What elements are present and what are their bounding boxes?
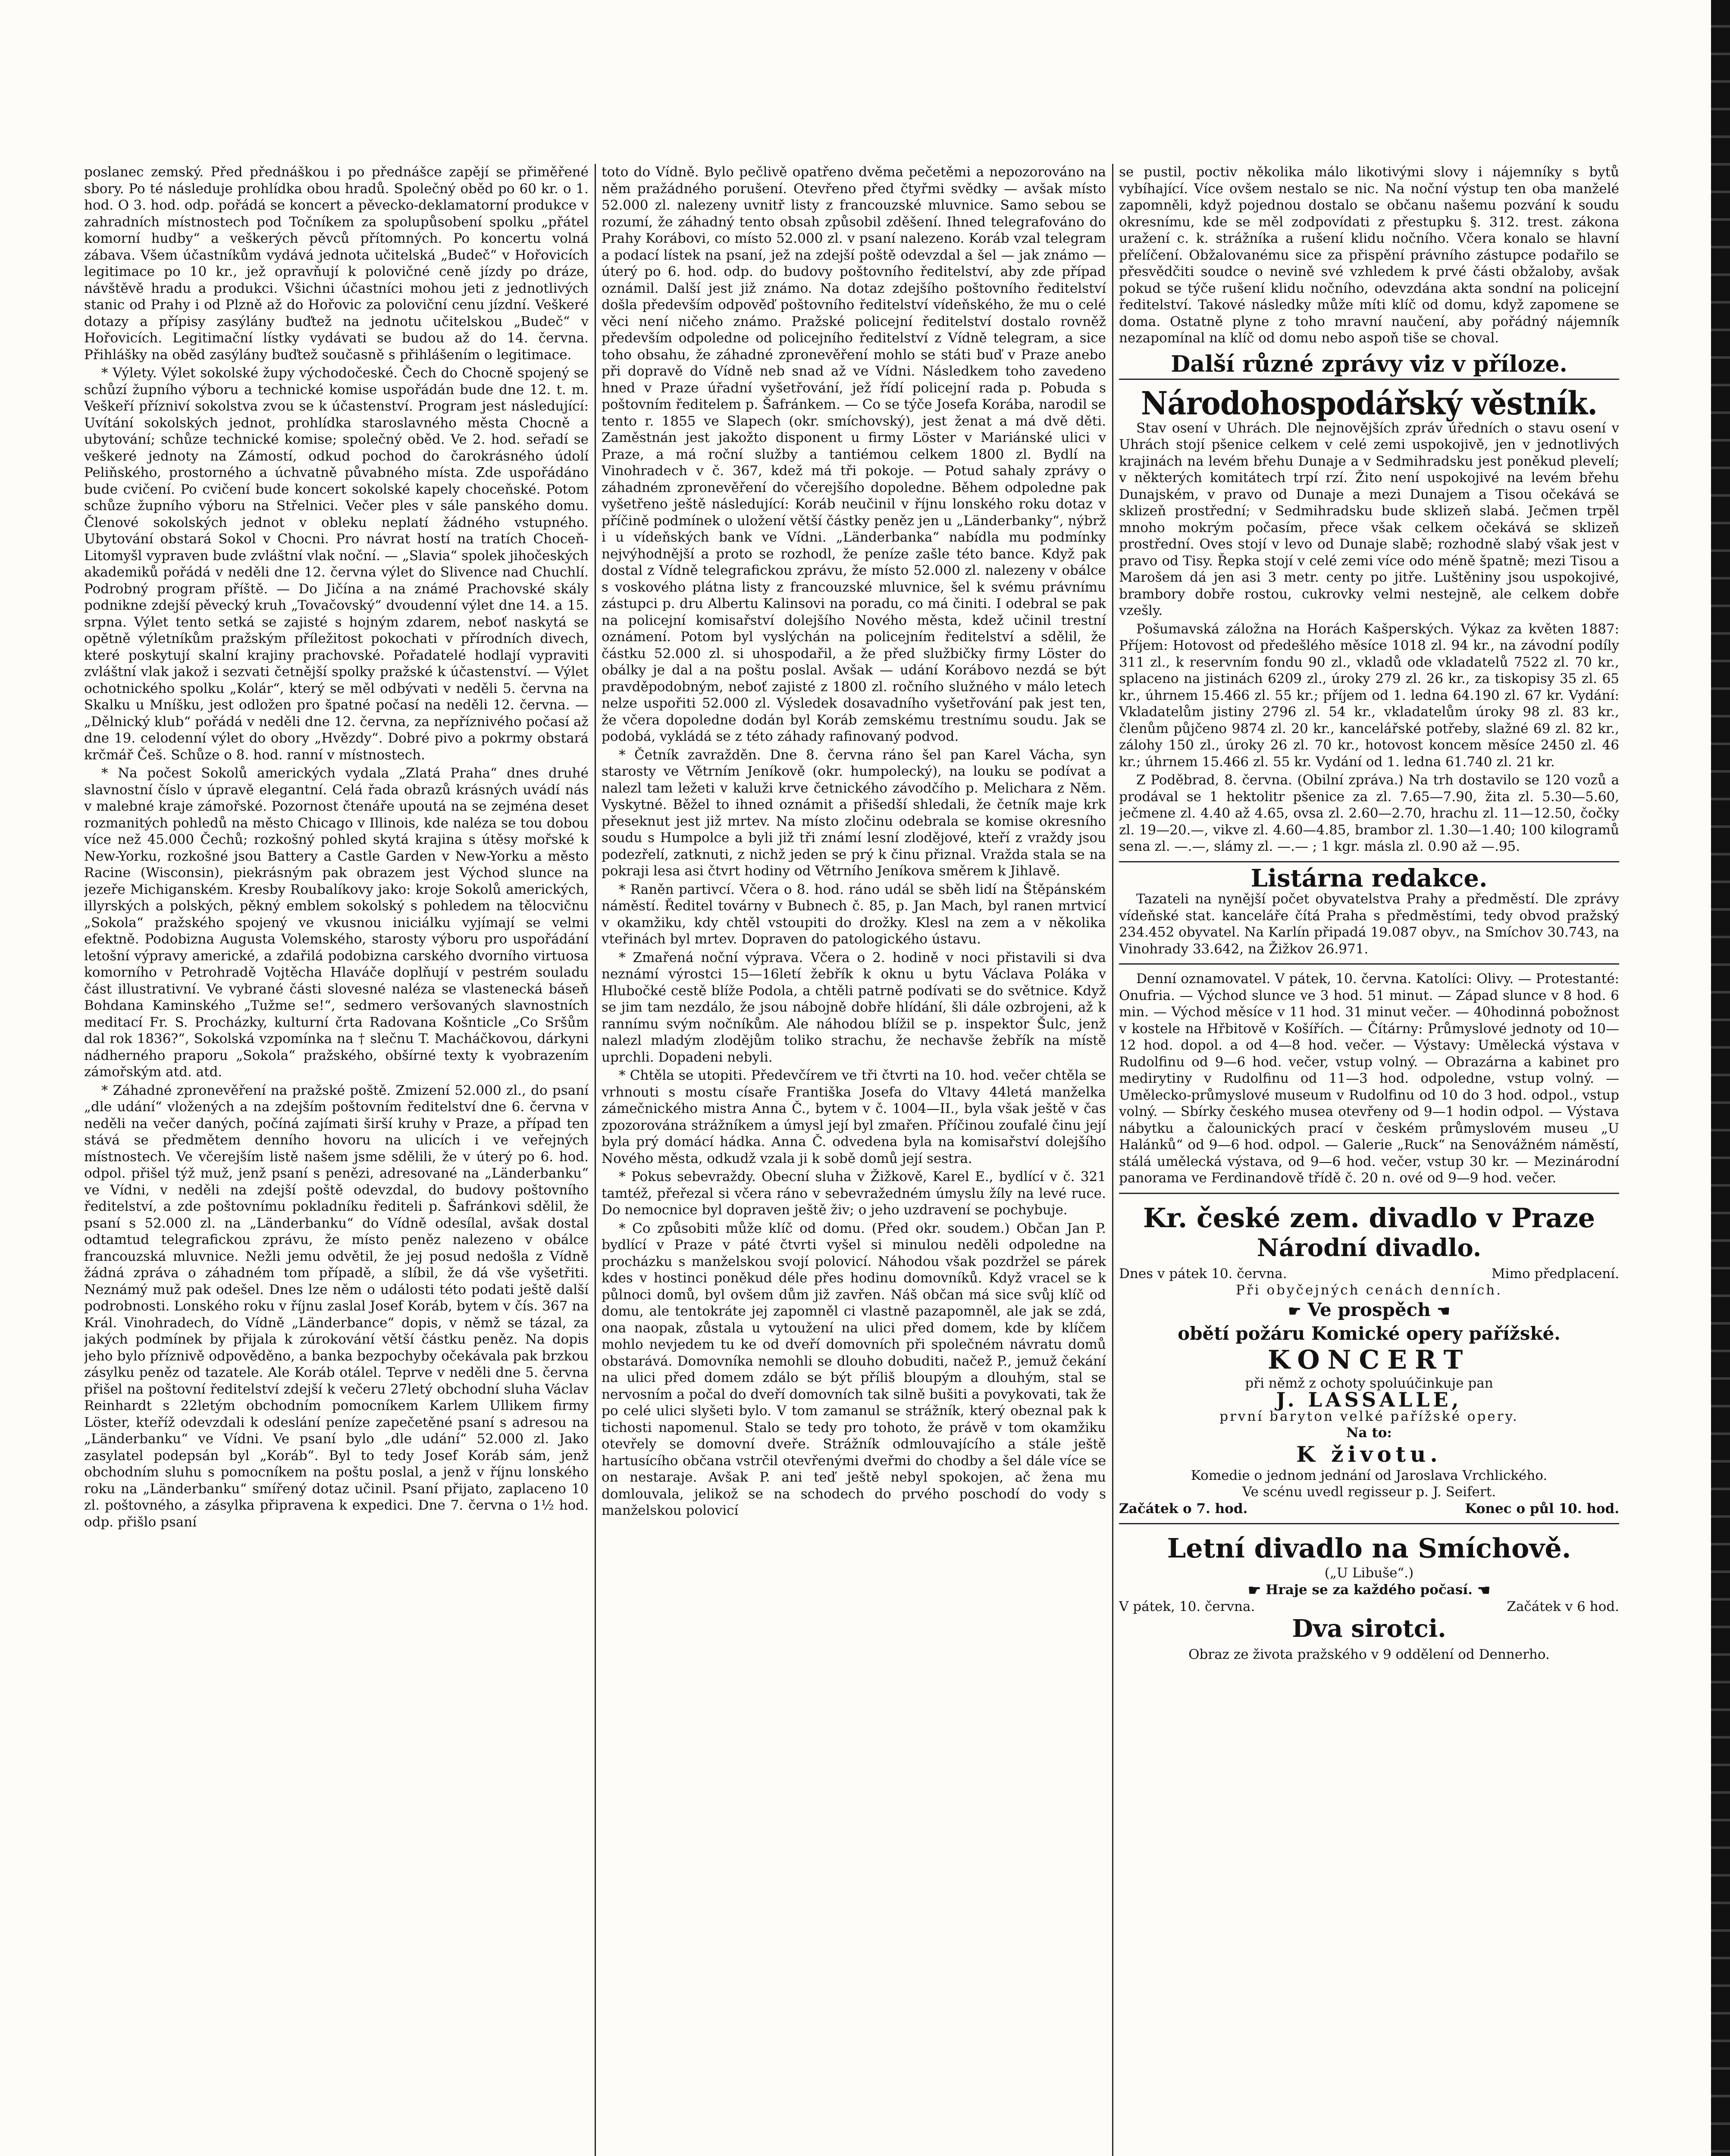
column-rule xyxy=(595,164,596,2156)
article: * Výlety. Výlet sokolské župy východočeské. Čech do Chocně spojený se schůzí župního výboru a technické komise uspořádán bude dne 12. t. m. Veškeří přízniví sokolstva zvou se k účastenství. Program jest následující: Uvítání sokolských jednot, prohlídka staroslavného města Chocně a ubytování; schůze technické komise; společný oběd. Ve 2. hod. seřadí se veškeré jednoty na Zámostí, odkud pochod do čarokrásného údolí Peliňského, prostorného a úchvatně půvabného místa. Zde uspořádáno bude cvičení. Po cvičení bude koncert sokolské kapely choceňské. Potom schůze župního výboru na Střelnici. Večer ples v sále panského domu. Členové sokolských jednot v obleku neplatí žádného vstupného. Ubytování obstará Sokol v Chocni. Pro návrat hostí na tratích Choceň-Litomyšl vypraven bude zvláštní vlak noční. — „Slavia“ spolek jihočeských akademiků pořádá v neděli dne 12. června výlet do Slivence nad Chuchlí. Podrobný program příště. — Do Jičína a na známé Prachovské skály podnikne zdejší pěvecký kruh „Tovačovský“ dvoudenní výlet dne 14. a 15. srpna. Výlet tento setká se zajisté s hojným zdarem, neboť naskytá se opětně výletníkům pražským příležitost pokochati v přírodních divech, které poskytují skalní krajiny prachovské. Pořadatelé hodlají vypraviti zvláštní vlak jakož i sezvati četnější spolky pražské k účastenství. — Výlet ochotnického spolku „Kolár“, který se měl odbývati v neděli 5. června na Skalku u Mníšku, jest odložen pro špatné počasí na neděli 12. června. — „Dělnický klub“ pořádá v neděli dne 12. června, za nepříznivého počasí až dne 19. celodenní výlet do obory „Hvězdy“. Dobré pivo a pokrmy obstará krčmář Češ. Schůze o 8. hod. ranní v místnostech. xyxy=(84,365,589,763)
article: * Četník zavražděn. Dne 8. června ráno šel pan Karel Vácha, syn starosty ve Větrním Jeníkově (okr. humpolecký), na louku se podívat a nalezl tam ležeti v kaluži krve četnického závodčího p. Melichara z Něm. Vyskytné. Běžel to ihned oznámit a přišedší shledali, že četník maje krk přeseknut jest již mrtev. Na místo zločinu odebrala se komise okresního soudu s Humpolce a byli již tři známí lesní zlodějové, kteří z vraždy jsou podezřelí, zatknuti, z nichž jeden se prý k činu přiznal. Vražda stala se na pokraji lesa asi čtvrt hodiny od Větrního Jeníkova směrem k Jihlavě. xyxy=(602,747,1106,879)
article: Stav osení v Uhrách. Dle nejnovějších zpráv úředních o stavu osení v Uhrách stojí pšenice celkem v celé zemi uspokojivě, jen v jednotlivých krajinách na levém břehu Dunaje a v Sedmihradsku jest poněkud plevelí; v některých komitátech trpí rzí. Žito není uspokojivé na levém břehu Dunajském, v pravo od Dunaje a mezi Dunajem a Tisou očekává se sklizeň prostřední; v Sedmihradsku bude sklizeň slabá. Ječmen trpěl mnoho mokrým počasím, přece však celkem očekává se sklizeň prostřední. Oves stojí v levo od Dunaje slabě; rozhodně slabý však jest v pravo od Tisy. Řepka stojí v celé zemi více odo méně špatně; mezi Tisou a Marošem dá jen asi 3 metr. centy po jitře. Luštěniny jsou uspokojivé, brambory dobře rostou, cukrovky velmi nestejně, ale celkem dobře vzešly. xyxy=(1119,420,1619,618)
divider xyxy=(1119,861,1619,862)
economic-section-title: Národohospodářský věstník. xyxy=(1141,385,1598,422)
newspaper-page xyxy=(84,164,1619,2156)
divider xyxy=(1119,963,1619,965)
concert-with: při němž z ochoty spoluúčinkuje pan xyxy=(1245,1375,1493,1391)
article: * Záhadné zpronevěření na pražské poště. Zmizení 52.000 zl., do psaní „dle udání“ vložených a na zdejším poštovním ředitelství dne 6. června v neděli na večer daných, počíná zajímati širší kruhy v Praze, a případ ten stává se předmětem denního hovoru na ulicích i ve veřejných místnostech. Ve včerejším listě našem jsme sdělili, že v úterý po 6. hod. odpol. přišel týž muž, jenž psaní s penězi, adresované na „Länderbanku“ ve Vídni, v neděli na zdejší poště odevzdal, do budovy poštovního ředitelství, a zde poštovnímu pokladníku řediteli p. Šafránkovi sdělil, že psaní s 52.000 zl. na „Länderbanku“ do Vídně odesílal, avšak dostal odtamtud telegrafickou zprávu, že místo peněz nalezeno v obálce francouzská mluvnice. Nežli jemu odvětil, že jej posud nedošla z Vídně žádná zpráva o záhadném tom případě, a slíbil, že dá vše vyšetřiti. Neznámý muž pak odešel. Dnes lze něm o události této podati ještě další podrobnosti. Lonského roku v říjnu zaslal Josef Koráb, bytem v čís. 367 na Král. Vinohradech, do Vídně „Länderbance“ dopis, v němž se tázal, za jakých podmínek by přijala k zúrokování větší částku peněz. Na dopis jeho bylo příznivě odpověděno, a banka bezpochyby očekávala pak brzkou zásylku peněz od tazatele. Ale Koráb otálel. Teprve v neděli dne 5. června přišel na poštovní ředitelství zdejší k večeru 27letý obchodní sluha Václav Reinhardt s 22letým obchodním pomocníkem Karlem Ullikem firmy Löster, kteříž odevzdali k odeslání peníze zapečetěné psaní s adresou na „Länderbanku“ ve Vídni. Ve psaní bylo „dle udání“ 52.000 zl. Jako zasylatel podepsán byl „Koráb“. Byl to tedy Josef Koráb sám, jenž obchodním sluhu s pomocníkem na poštu poslal, a jenž v říjnu lonského roku na „Länderbanku“ smířený dotaz učinil. Psaní přijato, zaplaceno 10 zl. poštovného, a zásylka připravena k expedici. Dne 7. června o 1½ hod. odp. přišlo psaní xyxy=(84,1082,589,1530)
play-desc: Komedie o jednom jednání od Jaroslava Vrchlického. xyxy=(1191,1467,1548,1483)
theatre-subscription: Mimo předplacení. xyxy=(1491,1266,1619,1282)
theatre-heading: Kr. české zem. divadlo v Praze xyxy=(1143,1202,1595,1234)
theatre-prices: Při obyčejných cenách denních. xyxy=(1236,1282,1502,1298)
play-end: Konec o půl 10. hod. xyxy=(1465,1501,1619,1517)
divider xyxy=(1119,1193,1619,1194)
summer-theatre-sub: („U Libuše“.) xyxy=(1324,1565,1414,1581)
summer-times xyxy=(1119,1598,1619,1615)
summer-weather-line xyxy=(1119,1582,1619,1599)
article: Tazateli na nynější počet obyvatelstva Prahy a předměstí. Dle zprávy vídeňské stat. kanceláře čítá Praha s předměstími, tedy obvod pražský 234.452 obyvatel. Na Karlín připadá 19.087 obyv., na Smíchov 30.743, na Vinohrady 33.642, na Žižkov 26.971. xyxy=(1119,891,1619,957)
divider xyxy=(1119,379,1619,380)
pointing-hand-icon: ☚ xyxy=(1437,1302,1450,1320)
summer-start: Začátek v 6 hod. xyxy=(1507,1599,1619,1615)
daily-notices: Denní oznamovatel. V pátek, 10. června. Katolíci: Olivy. — Protestanté: Onufria. — Východ slunce ve 3 hod. 51 minut. — Západ slunce v 8 hod. 6 min. — Východ měsíce v 11 hod. 31 minut večer. — 40hodinná pobožnost v kostele na Hřbitově v Košířích. — Čítárny: Průmyslové jednoty od 10—12 hod. dopol. a od 4—8 hod. večer. — Výstavy: Umělecká výstava v Rudolfinu od 9—6 hod. večer, vstup volný. — Obrazárna a kabinet pro medirytiny v Rudolfinu od 11—3 hod. odpoledne, vstup volný. — Umělecko-průmyslové museum v Rudolfinu od 10 do 3 hod. odpol., vstup volný. — Sbírky českého musea otevřeny od 9—1 hodin odpol. — Výstava nábytku a čalounických prací v českém průmyslovém museu „U Halánků“ od 9—6 hod. odpol. — Galerie „Ruck“ na Senovážném náměstí, stálá umělecká výstava, od 9—6 hod. večer, vstup 30 kr. — Mezinárodní panorama ve Ferdinandově třídě č. 20 n. ové od 9—9 hod. večer. xyxy=(1119,971,1619,1186)
benefit-line xyxy=(1119,1299,1619,1322)
benefit-text: Ve prospěch xyxy=(1307,1299,1431,1320)
article: * Na počest Sokolů amerických vydala „Zlatá Praha“ dnes druhé slavnostní číslo v úpravě elegantní. Celá řada obrazů krásných uvádí nás v malebné kraje zámořské. Pozornost čtenáře upoutá na se zejména deset rozmanitých pohledů na město Chicago v Illinois, kde naléza se tou dobou více než 45.000 Čechů; rozkošný pohled skytá krajina s útěsy mořské k New-Yorku, rozkošné jsou Battery a Castle Garden v New-Yorku a město Racine (Wisconsin), piekrásným pak obrazem jest Východ slunce na jezeře Michiganském. Kresby Roubalíkovy jako: kroje Sokolů amerických, illyrských a polských, pěkný emblem sokolský s pohledem na tělocvičnu „Sokola“ pražského spojený ve vkusnou iniciálku vyjímají se velmi efektně. Podobizna Augusta Volemského, starosty výboru pro uspořádání letošní výpravy americké, a zdařilá podobizna carského dvorního virtuosa komorního v Petrohradě Vojtěcha Hlaváče doplňují v pestrém souladu část illustrativní. Ve vybrané části slovesné naléza se vlastenecká báseň Bohdana Kaminského „Tužme se!“, sedmero veršovaných slavnostních meditací Fr. S. Procházky, kulturní črta Radovana Košnticle „Co Sršům dal rok 1836?“, Sokolská vzpomínka na † slečnu T. Macháčkovou, dárkyni nádherného praporu „Sokola“ pražského, obšírné texty k vyobrazením zámořským atd. atd. xyxy=(84,765,589,1080)
page-edge xyxy=(1711,0,1730,2156)
editorial-letters-heading: Listárna redakce. xyxy=(1250,864,1488,893)
theatre-date: Dnes v pátek 10. června. xyxy=(1119,1266,1287,1282)
play-start: Začátek o 7. hod. xyxy=(1119,1501,1248,1517)
article: Pošumavská záložna na Horách Kašperských. Výkaz za květen 1887: Příjem: Hotovost od předešlého měsíce 1018 zl. 94 kr., na závodní podíly 311 zl., k reservním fondu 90 zl., vkladů ode vkladatelů 7522 zl. 70 kr., splaceno na jistinách 6209 zl., úroky 279 zl. 26 kr., za tiskopisy 35 zl. 65 kr., úhrnem 15.466 zl. 55 kr.; příjem od 1. ledna 64.190 zl. 67 kr. Vydání: Vkladatelům jistiny 2796 zl. 54 kr., vkladatelům úroky 98 zl. 83 kr., členům půjčeno 9874 zl. 20 kr., kancelářské potřeby, slažné 69 zl. 82 kr., zálohy 150 zl., úroky 26 zl. 70 kr., hotovost koncem měsíce 2450 zl. 46 kr.; úhrnem 15.466 zl. 55 kr. Vydání od 1. ledna 61.740 zl. 21 kr. xyxy=(1119,621,1619,770)
then-label: Na to: xyxy=(1346,1425,1392,1441)
article: poslanec zemský. Před přednáškou i po přednášce zapějí se přiměřené sbory. Po té následuje prohlídka obou hradů. Společný oběd po 60 kr. o 1. hod. O 3. hod. odp. pořádá se koncert a pěvecko-deklamatorní produkce v zahradních místnostech pod Točníkem za spolupůsobení spolku „přátel komorní hudby“ a veškerých pěvců přítomných. Po koncertu volná zábava. Všem účastníkům vydává jednota učitelská „Budeč“ v Hořovicích legitimace po 10 kr., jež opravňují k polovičné ceně jízdy po dráze, návštěvě hradu a produkci. Všichni účastníci mohou jeti z jednotlivých stanic od Prahy i od Plzně až do Hořovic za poloviční cenu jízdní. Veškeré dotazy a přípisy zasýlány buďtež na jednotu učitelskou „Budeč“ v Hořovicích. Legitimační lístky vydávati se budou až do 14. června. Přihlášky na oběd zasýlány buďtež současně s přihlášením o legitimace. xyxy=(84,164,589,363)
column-1 xyxy=(84,164,589,2156)
summer-play-title: Dva sirotci. xyxy=(1292,1614,1446,1643)
summer-weather-text: Hraje se za každého počasí. xyxy=(1266,1582,1473,1598)
divider xyxy=(1119,1523,1619,1524)
performer-name: J. LASSALLE, xyxy=(1276,1388,1462,1411)
play-title: K životu. xyxy=(1296,1441,1442,1467)
concert-title: KONCERT xyxy=(1267,1344,1471,1375)
article: * Zmařená noční výprava. Včera o 2. hodině v noci přistavili si dva neznámí výrostci 15—16letí žebřík k oknu u bytu Václava Poláka v Hlubočké cestě blíže Podola, a chtěli patrně podívati se do světnice. Když se jim tam nezdálo, že jsou nábojně dobře hlídání, šli dále ozbrojeni, až k rannímu svým nočníkům. Ale náhodou blížil se p. inspektor Šulc, jenž nalezl mladým zlodějům toliko strachu, že nechavše žebřík na místě uprchli. Dopadeni nebyli. xyxy=(602,950,1106,1065)
pointing-hand-icon: ☛ xyxy=(1247,1581,1261,1599)
benefit-victims: obětí požáru Komické opery pařížské. xyxy=(1178,1322,1561,1344)
play-times xyxy=(1119,1501,1619,1517)
article: * Co způsobiti může klíč od domu. (Před okr. soudem.) Občan Jan P. bydlící v Praze v páté čtvrti vyšel si minulou neděli odpoledne na procházku s manželskou svojí polovicí. Náhodou však pozdržel se párek kdes v hostinci poněkud déle přes hodinu domovníků. Když vracel se k půlnoci domů, byl ovšem dům již zavřen. Náš občan má sice svůj klíč od domu, ale tentokráte jej zapomněl ci vlastně pazapomněl, ale jak se zdá, ona naopak, zůstala u vytoužení na ulici před domem, kde by klíčem mohlo nevjedem tu ke od dveří domovních při společném návratu domů obstarává. Domovníka nemohli se dlouho dobuditi, načež P., jemuž čekání na ulici před domem zdálo se být příliš bloupým a dlouhým, stal se nervosním a počal do dveří domovních tak silně bušiti a povykovati, tak že po celé ulici slyšeti bylo. V tom zamanul se strážník, který obeznal pak k tichosti napomenul. Stalo se tedy pro tohoto, že právě v tom okamžiku otevřely se domovní dveře. Strážník odmlouvajícího a stále ještě hartusícího občana vstrčil otevřenými dveřmi do chodby a šel dále více se on nestaraje. Avšak P. ani teď ještě nebyl spokojen, ač žena mu domlouvala, jelikož se na schodech do prvého poschodí do vody s manželskou polovicí xyxy=(602,1220,1106,1518)
column-2 xyxy=(602,164,1106,2156)
article: * Pokus sebevraždy. Obecní sluha v Žižkově, Karel E., bydlící v č. 321 tamtéž, přeřezal si včera ráno v sebevražedném úmyslu žíly na levé ruce. Do nemocnice byl dopraven ještě živ; o jeho uzdravení se pochybuje. xyxy=(602,1169,1106,1218)
column-3 xyxy=(1119,164,1619,2156)
theatre-date-line xyxy=(1119,1266,1619,1282)
article: * Chtěla se utopiti. Předevčírem ve tři čtvrti na 10. hod. večer chtěla se vrhnouti s mostu císaře Františka Josefa do Vltavy 44letá manželka zámečnického mistra Anna Č., bytem v č. 1004—II., byla však ještě v čas zpozorována strážníkem a úmysl její byl zmařen. Příčinou zoufalé činu její byla prý domácí hádka. Anna Č. odvedena byla na komisařství dolejšího Nového města, odkudž vzala ji k sobě domů její sestra. xyxy=(602,1068,1106,1166)
theatre-subheading: Národní divadlo. xyxy=(1257,1233,1482,1262)
article: toto do Vídně. Bylo pečlivě opatřeno dvěma pečetěmi a nepozorováno na něm pražádného porušení. Otevřeno před čtyřmi svědky — avšak místo 52.000 zl. nalezeny uvnitř listy z francouzské mluvnice. Samo sebou se rozumí, že záhadný tento obsah způsobil zděšení. Ihned telegrafováno do Prahy Korábovi, co místo 52.000 zl. v psaní nalezeno. Koráb vzal telegram a podací lístek na psaní, jež na zdejší poště odevzdal a šel — jak známo — úterý po 6. hod. odp. do budovy poštovního ředitelství, aby zde případ oznámil. Další jest již známo. Na dotaz zdejšího poštovního ředitelství došla především odpověď poštovního ředitelství vídeňského, že mu o celé věci není ničeho známo. Pražské policejní ředitelství dostalo rovněž především odpoledne od policejního ředitelství z Vídně telegram, a sice toho obsahu, že záhadné zpronevěření mohlo se státi buď v Praze anebo při dopravě do Vídně neb snad až ve Vídni. Následkem toho zavedeno hned v Praze úřadní vyšetřování, jež řídí policejní rada p. Pobuda s poštovním ředitelem p. Šafránkem. — Co se týče Josefa Korába, narodil se tento r. 1855 ve Slapech (okr. smíchovský), jest ženat a má dvě děti. Zaměstnán jest jakožto disponent u firmy Löster v Mariánské ulici v Praze, a má roční služby a tantiémou celkem 1800 zl. Bydlí na Vinohradech v č. 367, kdež má tři pokoje. — Potud sahaly zprávy o záhadném zpronevěření do včerejšího dopoledne. Během odpoledne pak vyšetřeno ještě následující: Koráb neučinil v říjnu lonského roku dotaz v příčině podmínek o uložení větší částky peněz jen u „Länderbanky“, nýbrž i u vídeňských bank ve Vídni. „Länderbanka“ nabídla mu podmínky nejvýhodnější a proto se rozhodl, že peníze zašle této bance. Když pak dostal z Vídně telegrafickou zprávu, že místo 52.000 zl. nalezeny v obálce s voskového plátna listy z francouzské mluvnice, šel k svému právnímu zástupci p. dru Albertu Kalinsovi na poradu, co má činiti. I odebral se pak na policejní komisařství dolejšího Nového města, kdež učinil trestní oznámení. Potom byl vyslýchán na policejním ředitelství a sdělil, že částku 52.000 zl. si uhospodařil, a že před službičky firmy Löster do obálky je dal a na poštu poslal. Avšak — udání Korábovo nezdá se být pravděpodobným, neboť zajisté z 1800 zl. ročního služného v málo letech nelze uspořiti 52.000 zl. Výsledek dosavadního vyšetřování pak jest ten, že včera dopoledne dodán byl Koráb zemskému trestnímu soudu. Jak se podobá, vykládá se z této záhady rafinovaný podvod. xyxy=(602,164,1106,744)
summer-date: V pátek, 10. června. xyxy=(1119,1599,1255,1615)
more-news-heading: Další různé zprávy viz v příloze. xyxy=(1171,351,1567,377)
performer-desc: první baryton velké pařížské opery. xyxy=(1219,1408,1519,1424)
column-rule xyxy=(1112,164,1113,2156)
play-director: Ve scénu uvedl regisseur p. J. Seifert. xyxy=(1242,1484,1496,1500)
article: se pustil, poctiv několika málo likotivými slovy i nájemníky s bytů vybíhající. Více ovšem nestalo se nic. Na noční výstup ten oba manželé zapomněli, když pojednou dostalo se občanu našemu pozvání k soudu okresnímu, kde se měl zodpovídati z přestupku §. 312. trest. zákona uražení c. k. strážníka a rušení klidu nočního. Včera konalo se hlavní přelíčení. Obžalovanému sice za přispění právního zástupce podařilo se přesvědčiti soudce o nevině své vzhledem k prvé části obžaloby, avšak pokud se týče rušení klidu nočního, odevzdána akta sondní na policejní ředitelství. Takové následky může míti klíč od domu, když zapomene se doma. Ostatně plyne z toho mravní naučení, aby pořádný nájemník nezapomínal na klíč od domu nebo aspoň tiše se choval. xyxy=(1119,164,1619,346)
article: Z Poděbrad, 8. června. (Obilní zpráva.) Na trh dostavilo se 120 vozů a prodával se 1 hektolitr pšenice za zl. 7.65—7.90, žita zl. 5.30—5.60, ječmene zl. 4.40 až 4.65, ovsa zl. 2.60—2.70, hrachu zl. 11—12.50, čočky zl. 19—20.—, vikve zl. 4.60—4.85, brambor zl. 1.30—1.40; 100 kilogramů sena zl. —.—, slámy zl. —.— ; 1 kgr. másla zl. 0.90 až —.95. xyxy=(1119,772,1619,854)
article: * Raněn partivcí. Včera o 8. hod. ráno udál se sběh lidí na Štěpánském náměstí. Ředitel továrny v Bubnech č. 85, p. Jan Mach, byl ranen mrtvicí v okamžiku, kdy chtěl vstoupiti do drožky. Klesl na zem a v několika vteřinách byl mrtev. Dopraven do patologického ústavu. xyxy=(602,881,1106,947)
summer-theatre-heading: Letní divadlo na Smíchově. xyxy=(1167,1532,1571,1564)
summer-play-desc: Obraz ze života pražského v 9 oddělení od Dennerho. xyxy=(1188,1646,1550,1662)
pointing-hand-icon: ☚ xyxy=(1477,1581,1491,1599)
pointing-hand-icon: ☛ xyxy=(1288,1302,1301,1320)
